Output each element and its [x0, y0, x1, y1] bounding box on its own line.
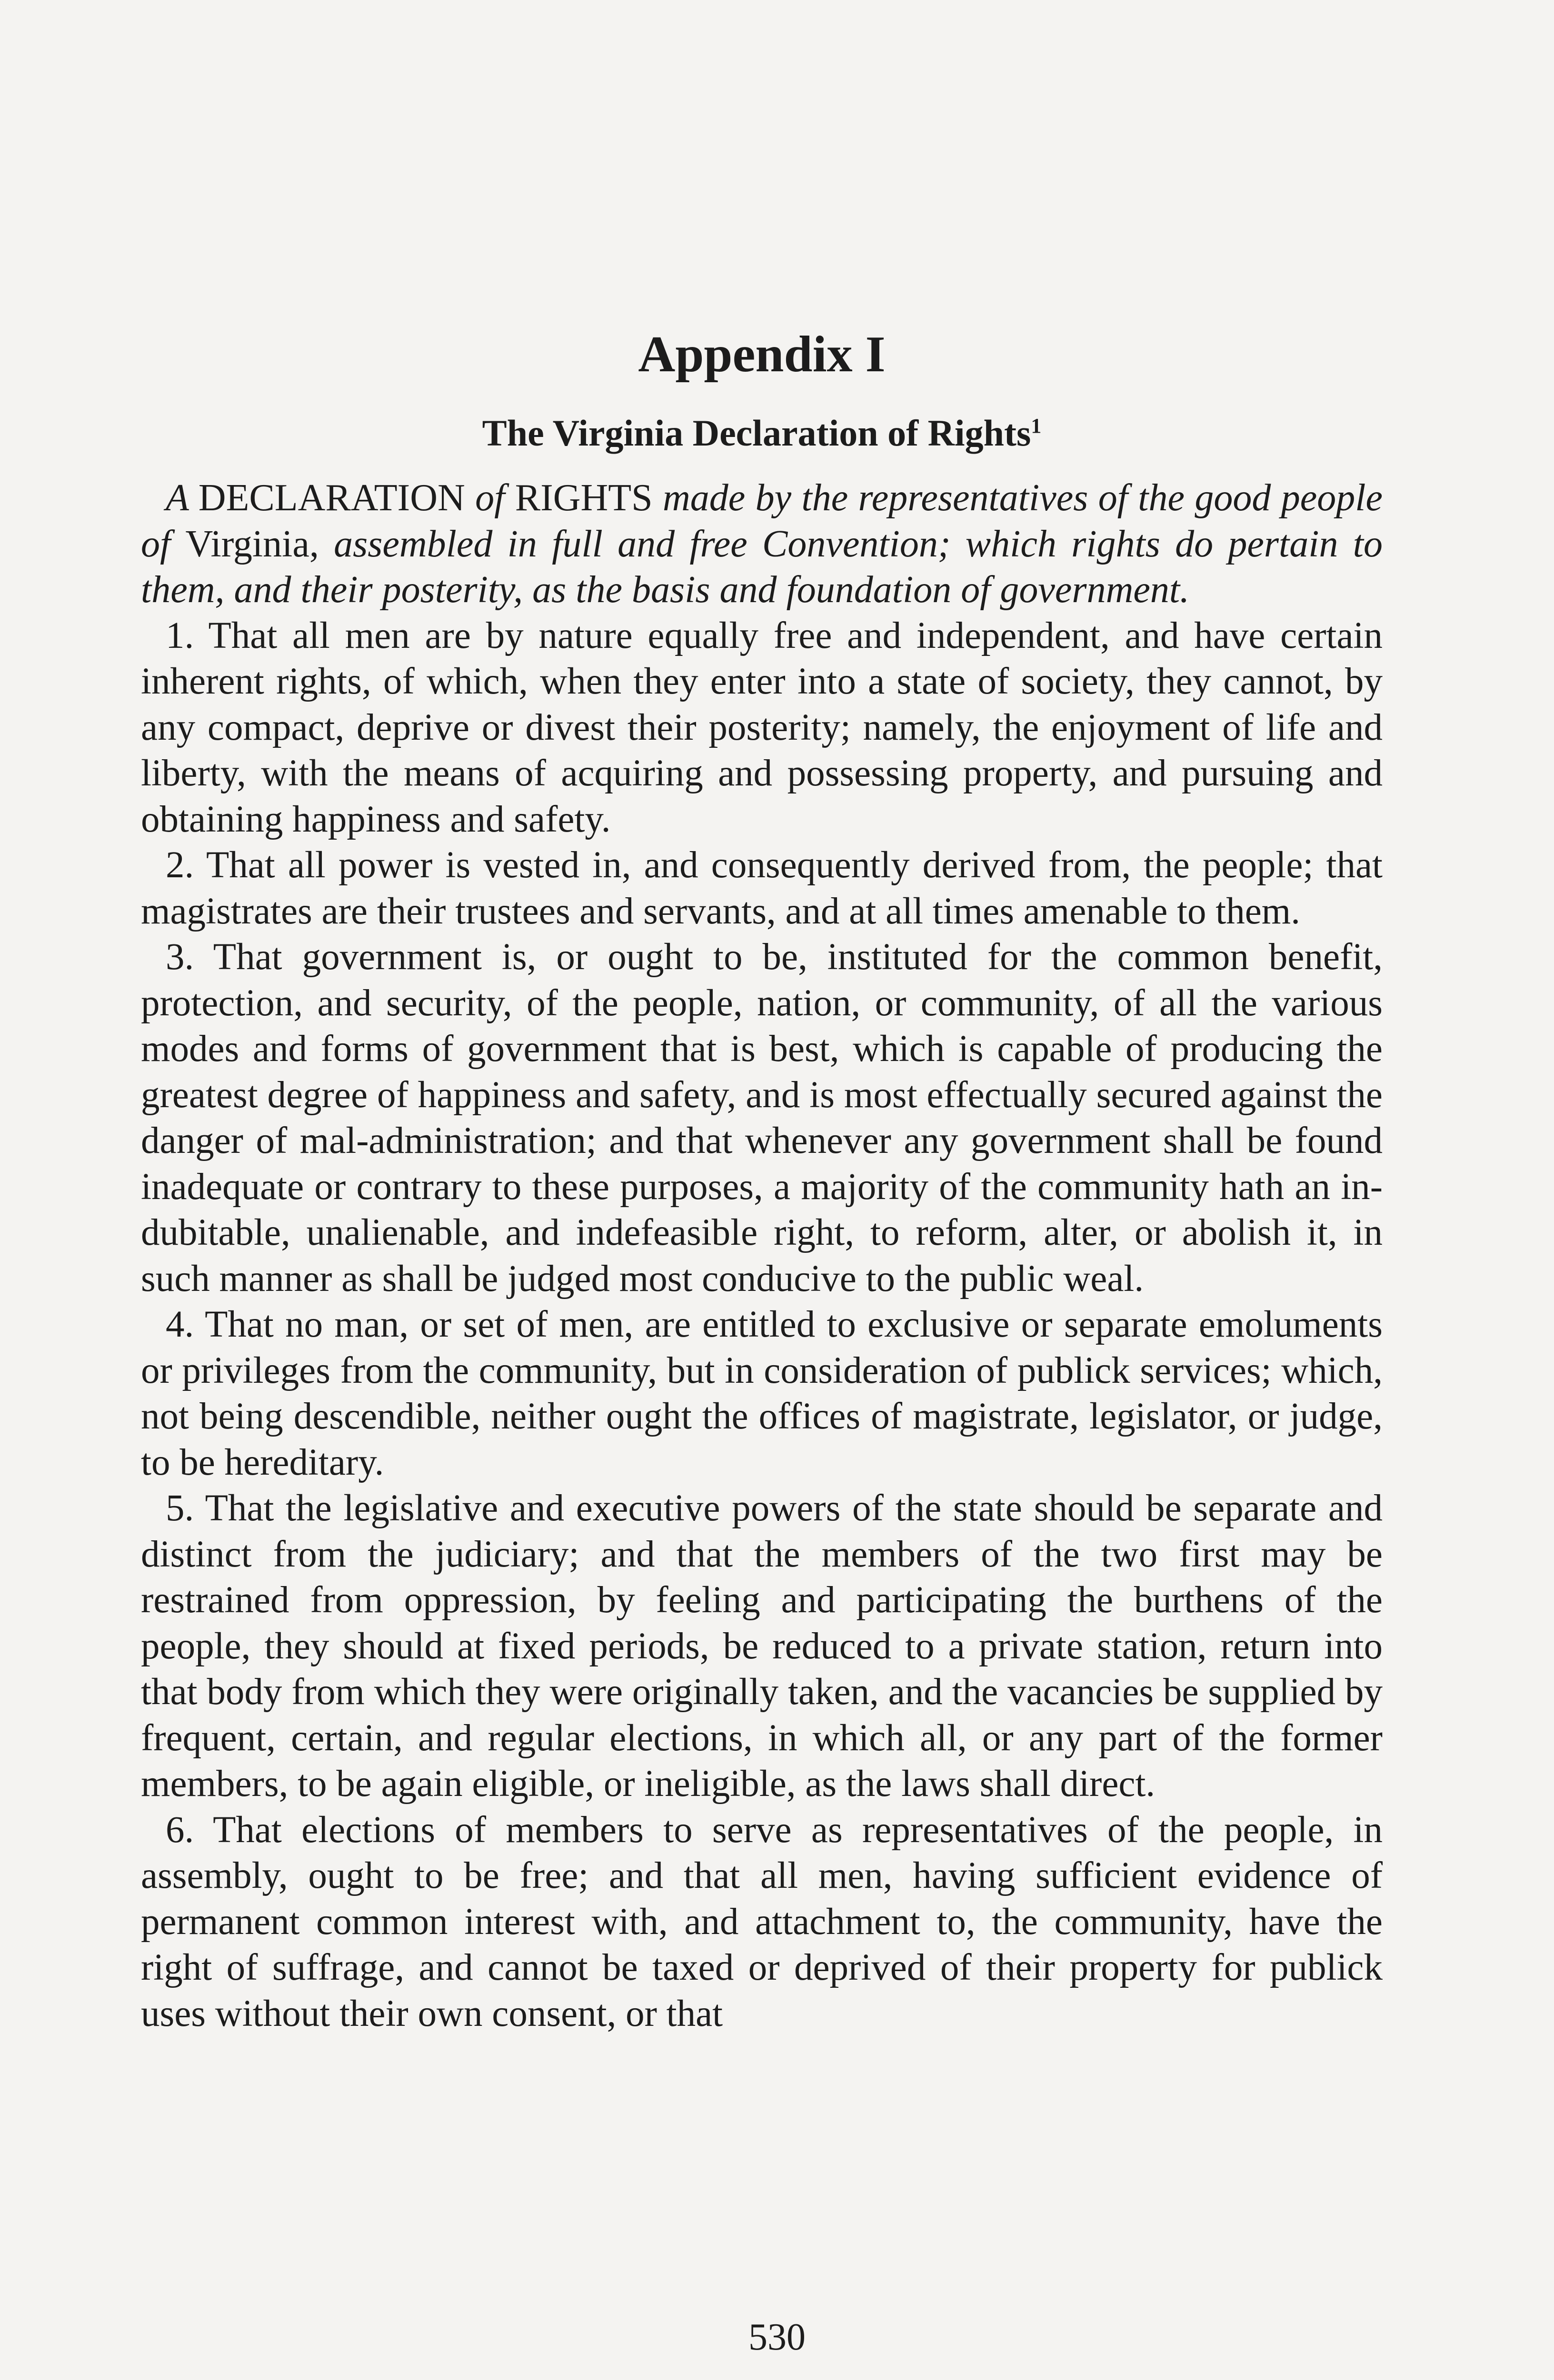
preamble-text: made by the representatives of the good people of: [141, 477, 1383, 565]
appendix-title: Appendix I: [638, 326, 886, 383]
article-paragraph-3: 3. That government is, or ought to be, instituted for the common benefit, protection, and security, of the people, nation, or community, of all the various modes and forms of government that is best, which is capable of producing the greatest degree of happiness and safety, and is most effectually secured against the danger of mal-administration; and that whenever any government shall be found inadequate or contrary to these purposes, a majority of the community hath an indubitable, unalienable, and indefeasible right, to reform, alter, or abolish it, in such manner as shall be judged most conducive to the public weal.: [141, 936, 1383, 1299]
document-title-text: The Virginia Declaration of Rights: [482, 412, 1031, 454]
preamble-text: A: [166, 477, 199, 519]
document-title: [141, 409, 1383, 457]
body-text: [141, 475, 1383, 2037]
preamble-text: DECLARATION: [198, 477, 465, 519]
article-paragraph-1: 1. That all men are by nature equally free and independent, and have certain inherent rights, of which, when they enter into a state of society, they cannot, by any compact, deprive or divest their posterity; namely, the enjoyment of life and liberty, with the means of acquiring and possessing property, and pursuing and obtaining happiness and safety.: [141, 615, 1383, 840]
article-paragraph-6: 6. That elections of members to serve as representatives of the people, in assembly, ought to be free; and that all men, having sufficient evidence of permanent common interest with, and attachment to, the community, have the right of suffrage, and cannot be taxed or deprived of their property for publick uses without their own consent, or that: [141, 1809, 1383, 2034]
preamble-text: assembled in full and free Convention; which rights do pertain to them, and their posterity, as the basis and foundation of government.: [141, 523, 1383, 611]
preamble-paragraph: [141, 475, 1383, 613]
preamble-text: Virginia,: [185, 523, 319, 565]
preamble-text: of: [465, 477, 515, 519]
footnote-marker: 1: [1031, 414, 1042, 437]
article-paragraph-5: 5. That the legislative and executive powers of the state should be separate and distinct from the judiciary; and that the members of the two first may be restrained from oppression, by feeling and participating the burthens of the people, they should at fixed periods, be reduced to a private station, return into that body from which they were originally taken, and the vacancies be supplied by frequent, certain, and regular elections, in which all, or any part of the former members, to be again eligible, or ineligible, as the laws shall direct.: [141, 1488, 1383, 1805]
article-paragraph-4: 4. That no man, or set of men, are entitled to exclusive or separate emoluments or privileges from the community, but in consideration of publick services; which, not being descendible, neither ought the offices of magistrate, legislator, or judge, to be hereditary.: [141, 1304, 1383, 1483]
page-number: 530: [748, 2316, 806, 2358]
preamble-text: RIGHTS: [515, 477, 653, 519]
article-paragraph-2: 2. That all power is vested in, and consequently derived from, the people; that magistrates are their trustees and servants, and at all times amenable to them.: [141, 844, 1383, 932]
